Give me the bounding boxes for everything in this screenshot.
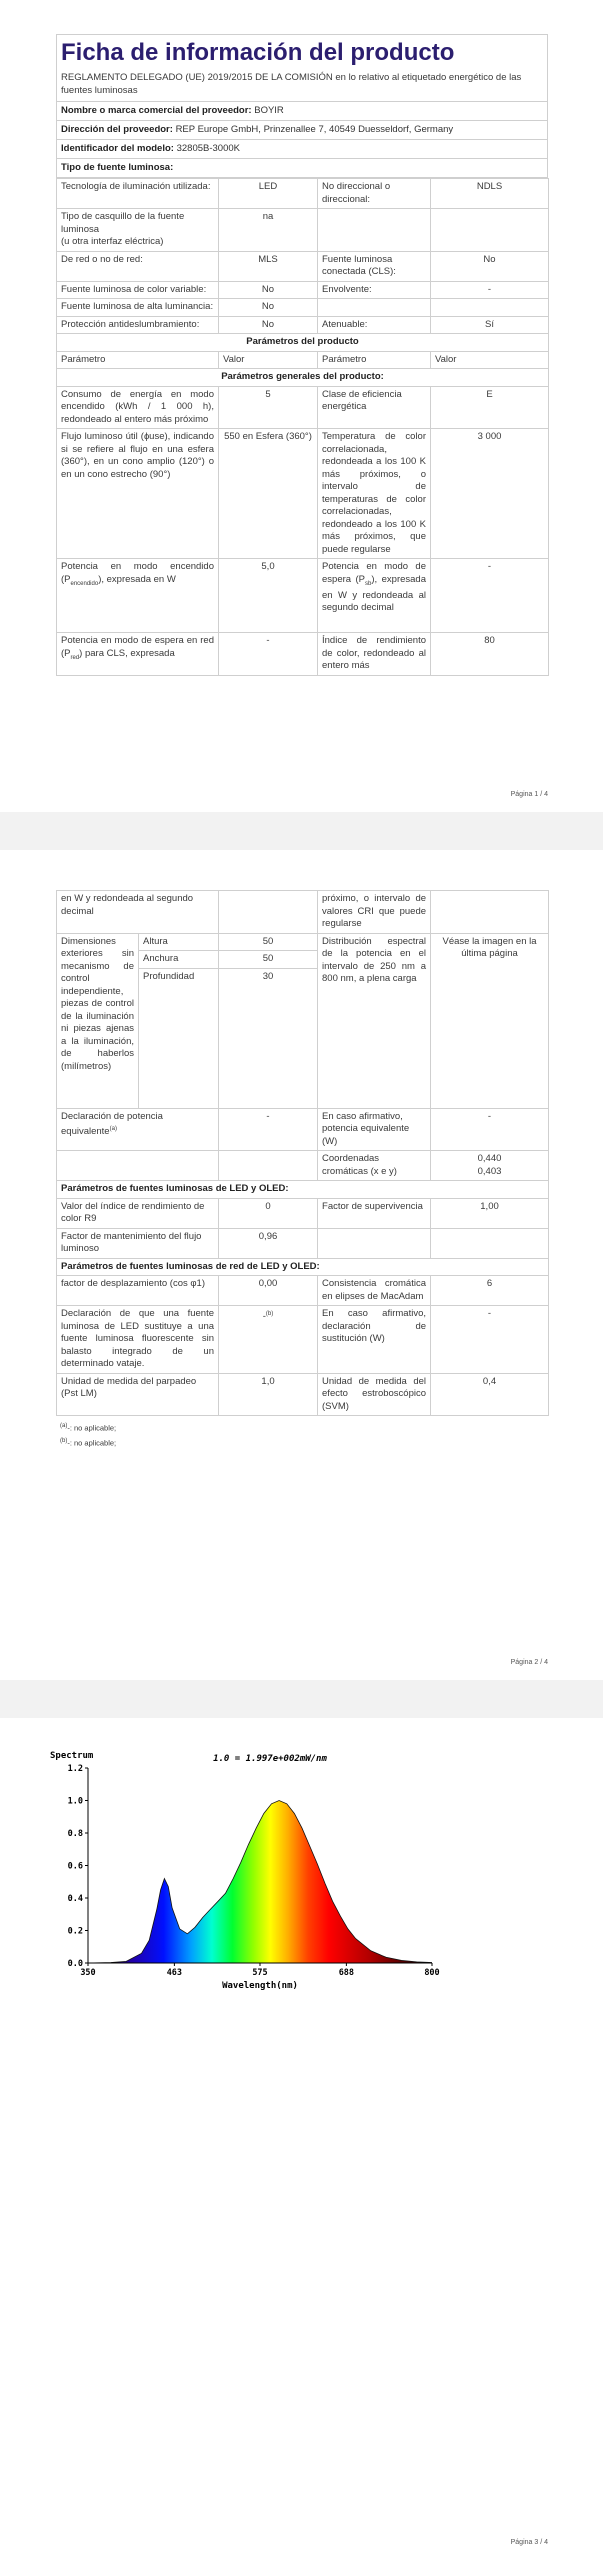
cell-macadam-value: 6	[431, 1276, 549, 1306]
on-power-text: Potencia en modo encendido (P	[61, 561, 214, 585]
cell-chromaticity-value	[431, 1151, 549, 1181]
table-row	[57, 369, 549, 387]
table-row	[57, 1108, 549, 1151]
y-tick-label: 0.4	[67, 1894, 83, 1904]
table-row	[57, 386, 549, 429]
footnotes	[56, 1416, 548, 1453]
table-row	[57, 179, 549, 209]
cell-flux-label: Flujo luminoso útil (ɸuse), indicando si se refiere al flujo en una esfera (360°), en un cono amplio (120°) o en un cono estrecho (90°)	[57, 429, 219, 559]
cell-glare-value: No	[219, 316, 318, 334]
y-tick-label: 0.8	[67, 1829, 83, 1839]
supplier-name-label: Nombre o marca comercial del proveedor:	[61, 105, 252, 116]
cell-equiv-watt-label: En caso afirmativo, potencia equivalente (W)	[318, 1108, 431, 1151]
cell-cri-label: Índice de rendimiento de color, redondeado al entero más	[318, 633, 431, 676]
table-row	[57, 1181, 549, 1199]
footnote-b-text: -: no aplicable;	[67, 1438, 117, 1447]
header-block	[56, 34, 548, 178]
cell-cct-value: 3 000	[431, 429, 549, 559]
table-row	[57, 1373, 549, 1416]
table-row	[57, 1306, 549, 1374]
section-header-mains-led: Parámetros de fuentes luminosas de red de LED y OLED:	[57, 1258, 549, 1276]
x-tick-label: 575	[252, 1968, 268, 1978]
cell-efficiency-class-label: Clase de eficiencia energética	[318, 386, 431, 429]
cell-empty	[431, 1228, 549, 1258]
table-row	[57, 633, 549, 676]
footnote-a-text: -: no aplicable;	[67, 1423, 117, 1433]
cell-empty	[431, 891, 549, 934]
cell-technology-label: Tecnología de iluminación utilizada:	[57, 179, 219, 209]
model-id-label: Identificador del modelo:	[61, 143, 174, 154]
page-1-content	[56, 34, 548, 676]
standby-text-2: ), expresada en W y redondeada al segundo decimal	[322, 573, 426, 614]
y-tick-label: 0.0	[67, 1959, 83, 1969]
cell-flux-value: 550 en Esfera (360°)	[219, 429, 318, 559]
table-row	[57, 429, 549, 559]
table-row	[57, 1228, 549, 1258]
cell-cls-label: Fuente luminosa conectada (CLS):	[318, 251, 431, 281]
cell-high-luminance-value: No	[219, 299, 318, 317]
cell-svm-label: Unidad de medida del efecto estroboscópico (SVM)	[318, 1373, 431, 1416]
cell-spd-value: Véase la imagen en la última página	[431, 933, 549, 1108]
replacement-value-sup: (b)	[265, 1311, 274, 1317]
cell-empty	[219, 891, 318, 934]
cell-high-luminance-label: Fuente luminosa de alta luminancia:	[57, 299, 219, 317]
cell-height-value: 50	[219, 933, 318, 951]
cell-displacement-label: factor de desplazamiento (cos φ1)	[57, 1276, 219, 1306]
cell-survival-label: Factor de supervivencia	[318, 1198, 431, 1228]
section-header-led: Parámetros de fuentes luminosas de LED y OLED:	[57, 1181, 549, 1199]
page-title: Ficha de información del producto	[61, 39, 455, 66]
table-row	[57, 299, 549, 317]
page-2	[0, 850, 603, 1680]
network-standby-text-2: ) para CLS, expresada	[79, 647, 175, 659]
cell-glare-label: Protección antideslumbramiento:	[57, 316, 219, 334]
cell-empty	[318, 209, 431, 252]
cell-cap-type-value: na	[219, 209, 318, 252]
product-table-page-2	[56, 890, 549, 1416]
cap-type-line-2: (u otra interfaz eléctrica)	[61, 236, 164, 247]
table-row	[57, 1198, 549, 1228]
x-tick-label: 688	[338, 1968, 355, 1978]
network-standby-text: Potencia en modo de espera en red (P	[61, 635, 214, 659]
cell-technology-value: LED	[219, 179, 318, 209]
cell-directional-label: No direccional o direccional:	[318, 179, 431, 209]
chart-y-axis	[68, 1764, 88, 1969]
cell-r9-label: Valor del índice de rendimiento de color R9	[57, 1198, 219, 1228]
table-row	[57, 1258, 549, 1276]
table-row	[57, 351, 549, 369]
cell-equiv-power-value: -	[219, 1108, 318, 1151]
network-standby-sub: red	[70, 654, 80, 661]
spectrum-area	[88, 1801, 432, 1964]
table-row	[57, 559, 549, 633]
cell-empty	[57, 1151, 219, 1181]
cell-equiv-power-label	[57, 1108, 219, 1151]
supplier-address: REP Europe GmbH, Prinzenallee 7, 40549 Duesseldorf, Germany	[175, 124, 454, 135]
page-3	[0, 1718, 603, 2560]
source-type-row	[57, 159, 547, 177]
footnote-a-sup: (a)	[60, 1423, 68, 1429]
section-header-product-params: Parámetros del producto	[57, 334, 549, 352]
cell-standby-value: -	[431, 559, 549, 633]
x-tick-label: 800	[424, 1968, 440, 1978]
on-power-text-2: ), expresada en W	[98, 573, 176, 585]
cell-height-label: Altura	[139, 933, 219, 951]
cell-network-standby-value: -	[219, 633, 318, 676]
table-row	[57, 1276, 549, 1306]
cell-width-label: Anchura	[139, 951, 219, 969]
cell-equiv-watt-value: -	[431, 1108, 549, 1151]
y-tick-label: 1.0	[67, 1796, 83, 1807]
x-tick-label: 350	[80, 1968, 96, 1978]
cell-network-standby-label	[57, 633, 219, 676]
cell-maintenance-label: Factor de mantenimiento del flujo luminoso	[57, 1228, 219, 1258]
cell-empty	[431, 209, 549, 252]
table-row	[57, 316, 549, 334]
cell-mains-label: De red o no de red:	[57, 251, 219, 281]
spectrum-chart	[40, 1748, 460, 1993]
cell-flicker-label: Unidad de medida del parpadeo (Pst LM)	[57, 1373, 219, 1416]
cell-replacement-label: Declaración de que una fuente luminosa de LED sustituye a una fuente luminosa fluorescente sin balasto integrado de un determinado vataje.	[57, 1306, 219, 1374]
y-tick-label: 0.2	[67, 1926, 83, 1937]
cell-depth-label: Profundidad	[139, 968, 219, 1108]
standby-sub: sb	[365, 580, 372, 587]
cell-efficiency-class-value: E	[431, 386, 549, 429]
cell-energy-label: Consumo de energía en modo encendido (kWh / 1 000 h), redondeado al entero más próximo	[57, 386, 219, 429]
chart-ylabel: Spectrum	[50, 1751, 94, 1761]
cell-replacement-watt-label: En caso afirmativo, declaración de sustitución (W)	[318, 1306, 431, 1374]
cell-depth-value: 30	[219, 968, 318, 1108]
cell-empty	[219, 1151, 318, 1181]
equiv-power-text: Declaración de potencia equivalente	[61, 1110, 163, 1138]
cell-chromaticity-label: Coordenadas cromáticas (x e y)	[318, 1151, 431, 1181]
table-row	[57, 891, 549, 934]
chromaticity-y: 0,403	[477, 1165, 502, 1177]
col-header-value: Valor	[219, 351, 318, 369]
chart-x-axis	[80, 1963, 439, 1978]
cell-dimensions-label: Dimensiones exteriores sin mecanismo de control independiente, piezas de control de la iluminación ni piezas ajenas a la iluminación, de haberlos (milímetros)	[57, 933, 139, 1108]
cell-directional-value: NDLS	[431, 179, 549, 209]
cell-mains-value: MLS	[219, 251, 318, 281]
section-header-general: Parámetros generales del producto:	[57, 369, 549, 387]
cell-width-value: 50	[219, 951, 318, 969]
y-tick-label: 0.6	[67, 1861, 83, 1872]
cell-dimmable-label: Atenuable:	[318, 316, 431, 334]
cell-cri-value: 80	[431, 633, 549, 676]
table-row	[57, 1151, 549, 1181]
cell-on-power-label	[57, 559, 219, 633]
supplier-name-row	[57, 102, 547, 121]
cell-spd-label: Distribución espectral de la potencia en el intervalo de 250 nm a 800 nm, a plena carga	[318, 933, 431, 1108]
on-power-sub: encendido	[70, 580, 99, 587]
replacement-value-text: -	[262, 1311, 266, 1323]
cell-network-standby-cont: en W y redondeada al segundo decimal	[57, 891, 219, 934]
model-id: 32805B-3000K	[176, 143, 240, 154]
col-header-value: Valor	[431, 351, 549, 369]
x-tick-label: 463	[166, 1968, 183, 1978]
chromaticity-x: 0,440	[477, 1153, 502, 1164]
cell-empty	[318, 299, 431, 317]
cell-flicker-value: 1,0	[219, 1373, 318, 1416]
cell-on-power-value: 5,0	[219, 559, 318, 633]
page-1	[0, 0, 603, 812]
cell-color-tunable-value: No	[219, 281, 318, 299]
page-number: Página 1 / 4	[510, 791, 548, 798]
footnote-b	[60, 1435, 544, 1450]
standby-text: Potencia en modo de espera (P	[322, 561, 426, 585]
supplier-name: BOYIR	[254, 105, 284, 116]
cell-empty	[431, 299, 549, 317]
cell-energy-value: 5	[219, 386, 318, 429]
cell-dimmable-value: Sí	[431, 316, 549, 334]
product-table-page-1	[56, 178, 549, 676]
cell-cri-cont: próximo, o intervalo de valores CRI que puede regularse	[318, 891, 431, 934]
supplier-address-label: Dirección del proveedor:	[61, 124, 173, 135]
cell-displacement-value: 0,00	[219, 1276, 318, 1306]
col-header-param: Parámetro	[57, 351, 219, 369]
page-number: Página 2 / 4	[510, 1659, 548, 1666]
cell-envelope-label: Envolvente:	[318, 281, 431, 299]
cell-r9-value: 0	[219, 1198, 318, 1228]
chart-title: 1.0 = 1.997e+002mW/nm	[213, 1754, 327, 1764]
table-row	[57, 334, 549, 352]
cell-color-tunable-label: Fuente luminosa de color variable:	[57, 281, 219, 299]
cell-standby-label	[318, 559, 431, 633]
supplier-address-row	[57, 121, 547, 140]
cell-replacement-value	[219, 1306, 318, 1374]
table-row	[57, 209, 549, 252]
cap-type-line-1: Tipo de casquillo de la fuente luminosa	[61, 211, 185, 235]
source-type-label: Tipo de fuente luminosa:	[61, 162, 174, 173]
col-header-param: Parámetro	[318, 351, 431, 369]
equiv-power-sup: (a)	[109, 1126, 117, 1132]
chart-xlabel: Wavelength(nm)	[222, 1981, 298, 1991]
cell-empty	[318, 1228, 431, 1258]
cell-macadam-label: Consistencia cromática en elipses de MacAdam	[318, 1276, 431, 1306]
page-number: Página 3 / 4	[510, 2539, 548, 2546]
table-row	[57, 281, 549, 299]
footnote-b-sup: (b)	[60, 1437, 68, 1444]
model-id-row	[57, 140, 547, 159]
cell-maintenance-value: 0,96	[219, 1228, 318, 1258]
cell-survival-value: 1,00	[431, 1198, 549, 1228]
cell-svm-value: 0,4	[431, 1373, 549, 1416]
cell-cap-type-label	[57, 209, 219, 252]
cell-cls-value: No	[431, 251, 549, 281]
table-row	[57, 933, 549, 951]
footnote-a	[60, 1420, 544, 1435]
table-row	[57, 251, 549, 281]
cell-replacement-watt-value: -	[431, 1306, 549, 1374]
cell-envelope-value: -	[431, 281, 549, 299]
y-tick-label: 1.2	[67, 1764, 83, 1774]
cell-cct-label: Temperatura de color correlacionada, redondeada a los 100 K más próximos, o intervalo de temperaturas de color correlacionadas, redondeado a los 100 K más próximos, que puede regularse	[318, 429, 431, 559]
page-2-content	[56, 890, 548, 1453]
regulation-text: REGLAMENTO DELEGADO (UE) 2019/2015 DE LA COMISIÓN en lo relativo al etiquetado energético de las fuentes luminosas	[57, 69, 547, 102]
